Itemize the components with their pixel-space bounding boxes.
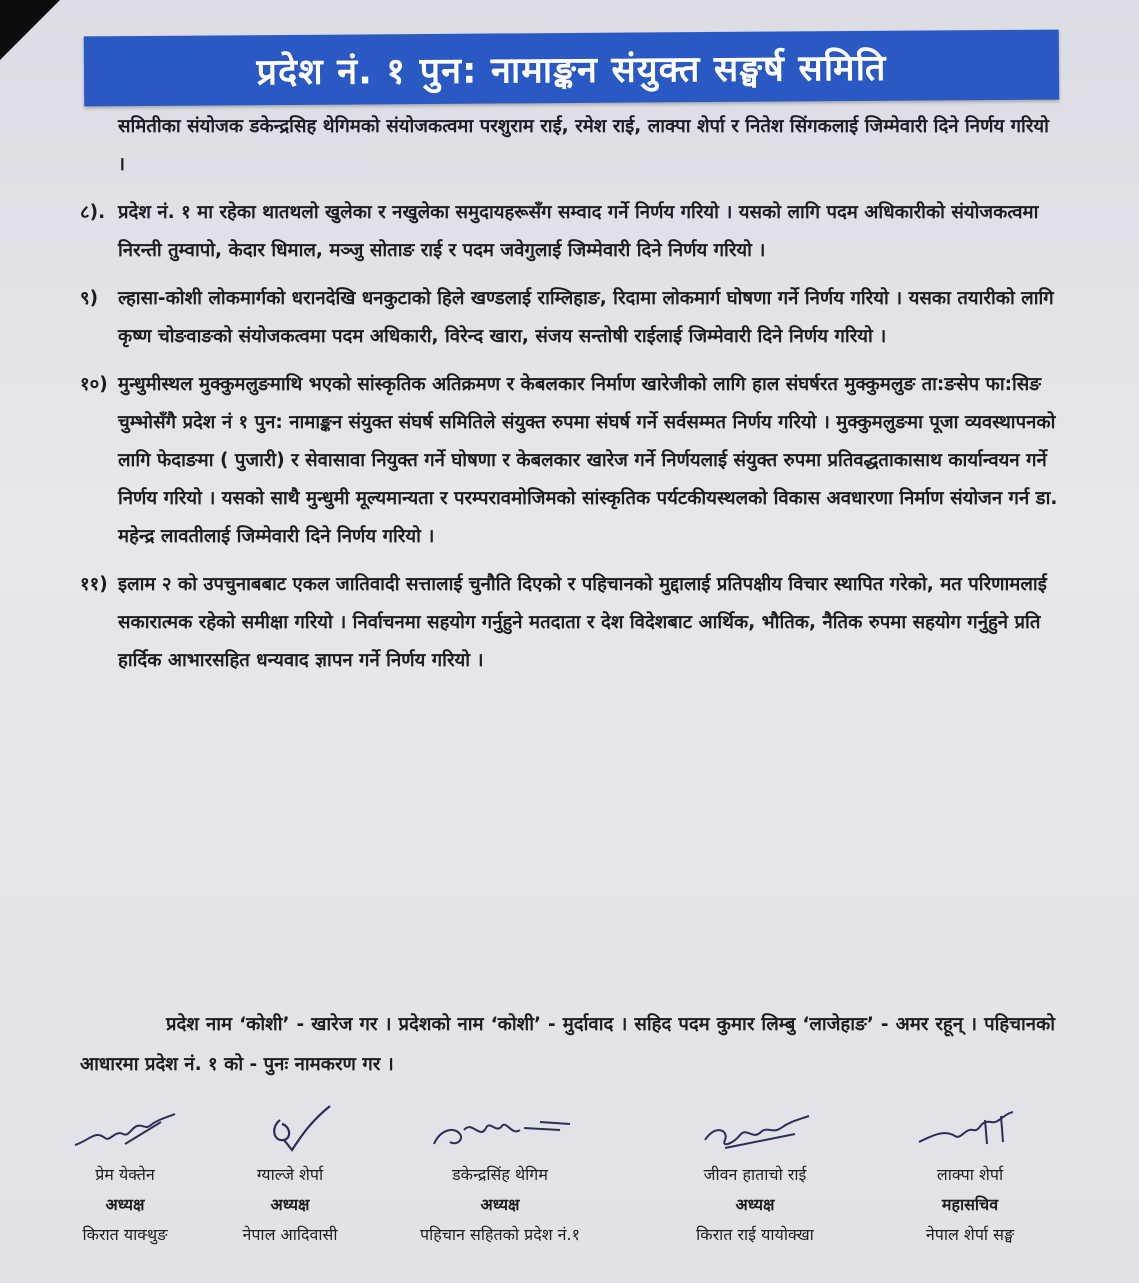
signatory-org: किरात राई यायोक्खा [696,1225,814,1244]
signatory-name: जीवन हाताचो राई [703,1165,807,1184]
handwritten-signature [685,1100,825,1160]
signatories [60,1100,1080,1270]
signatory-title: अध्यक्ष [270,1195,310,1214]
slogan-text: प्रदेश नाम ‘कोशी’ - खारेज गर । प्रदेशको नाम ‘कोशी’ - मुर्दावाद । सहिद पदम कुमार लिम्बु ‘लाजेहाङ’ - अमर रहून् । पहिचानको आधारमा प्रदेश नं. १ को - पुनः नामकरण गर । [80,1014,1055,1075]
signatory-org: नेपाल आदिवासी [242,1225,338,1244]
paragraph-continuation [80,108,1060,184]
handwritten-signature [905,1100,1035,1160]
paragraph-text: ल्हासा-कोशी लोकमार्गको धरानदेखि धनकुटाको हिले खण्डलाई राम्लिहाङ, रिदामा लोकमार्ग घोषणा गर्ने निर्णय गरियो । यसका तयारीको लागि कृष्ण चोङवाङको संयोजकत्वमा पदम अधिकारी, विरेन्द खारा, संजय सन्तोषी राईलाई जिम्मेवारी दिने निर्णय गरियो । [118,288,1054,347]
signatory-name: प्रेम येक्तेन [95,1165,155,1184]
signatory-title: महासचिव [941,1195,999,1214]
paragraph-number: ८). [80,202,106,223]
signatory-title: अध्यक्ष [105,1195,145,1214]
paragraph-number: ९) [80,288,99,309]
signatory-name: ग्याल्जे शेर्पा [256,1165,324,1184]
handwritten-signature [420,1100,580,1160]
paragraph-10 [80,366,1060,556]
signatory-name: डकेन्द्रसिंह थेगिम [452,1165,548,1184]
paragraph-number: ११) [80,574,108,595]
handwritten-signature [230,1100,350,1160]
signatory-title: अध्यक्ष [735,1195,775,1214]
paragraph-11 [80,566,1060,680]
handwritten-signature [65,1100,185,1160]
signatory-org: किरात याक्थुङ [82,1225,168,1244]
signatory-4 [660,1100,850,1250]
paragraph-8 [80,194,1060,270]
paragraph-number: १०) [80,374,108,395]
paragraph-text: प्रदेश नं. १ मा रहेका थातथलो खुलेका र नखुलेका समुदायहरूसँग सम्वाद गर्ने निर्णय गरियो । यसको लागि पदम अधिकारीको संयोजकत्वमा निरन्ती तुम्वापो, केदार धिमाल, मञ्जु सोताङ राई र पदम जवेगुलाई जिम्मेवारी दिने निर्णय गरियो । [118,202,1039,261]
signatory-title: अध्यक्ष [480,1195,520,1214]
signatory-1 [60,1100,190,1250]
page-title: प्रदेश नं. १ पुन: नामाङ्कन संयुक्त सङ्घर्ष समिति [256,47,887,93]
paragraph-text: समितीका संयोजक डकेन्द्रसिह थेगिमको संयोजकत्वमा परशुराम राई, रमेश राई, लाक्पा शेर्पा र नितेश सिंगकलाई जिम्मेवारी दिने निर्णय गरियो । [118,116,1049,175]
paragraph-text: मुन्धुमीस्थल मुक्कुमलुङमाथि भएको सांस्कृतिक अतिक्रमण र केबलकार निर्माण खारेजीको लागि हाल संघर्षरत मुक्कुमलुङ ता:ङसेप फा:सिङ चुम्भोसँगै प्रदेश नं १ पुन: नामाङ्कन संयुक्त संघर्ष समितिले संयुक्त रुपमा संघर्ष गर्ने सर्वसम्मत निर्णय गरियो । मुक्कुमलुङमा पूजा व्यवस्थापनको लागि फेदाङमा ( पुजारी) र सेवासावा नियुक्त गर्ने घोषणा र केबलकार खारेज गर्ने निर्णयलाई संयुक्त रुपमा प्रतिवद्धताकासाथ कार्यान्वयन गर्ने निर्णय गरियो । यसको साथै मुन्धुमी मूल्यमान्यता र परम्परावमोजिमको सांस्कृतिक पर्यटकीयस्थलको विकास अवधारणा निर्माण संयोजन गर्न डा. महेन्द्र लावतीलाई जिम्मेवारी दिने निर्णय गरियो । [118,374,1058,547]
signatory-org: पहिचान सहितको प्रदेश नं.१ [420,1225,580,1244]
photo-corner-shadow [0,0,60,60]
signatory-name: लाक्पा शेर्पा [936,1165,1004,1184]
signatory-3 [380,1100,620,1250]
document-body [80,108,1060,690]
paragraph-9 [80,280,1060,356]
signatory-org: नेपाल शेर्पा सङ्घ [925,1225,1015,1244]
signatory-5 [880,1100,1060,1250]
header-banner [84,30,1059,107]
signatory-2 [210,1100,370,1250]
paragraph-text: इलाम २ को उपचुनाबबाट एकल जातिवादी सत्तालाई चुनौति दिएको र पहिचानको मुद्दालाई प्रतिपक्षीय विचार स्थापित गरेको, मत परिणामलाई सकारात्मक रहेको समीक्षा गरियो । निर्वाचनमा सहयोग गर्नुहुने मतदाता र देश विदेशबाट आर्थिक, भौतिक, नैतिक रुपमा सहयोग गर्नुहुने प्रति हार्दिक आभारसहित धन्यवाद ज्ञापन गर्ने निर्णय गरियो । [118,574,1047,671]
